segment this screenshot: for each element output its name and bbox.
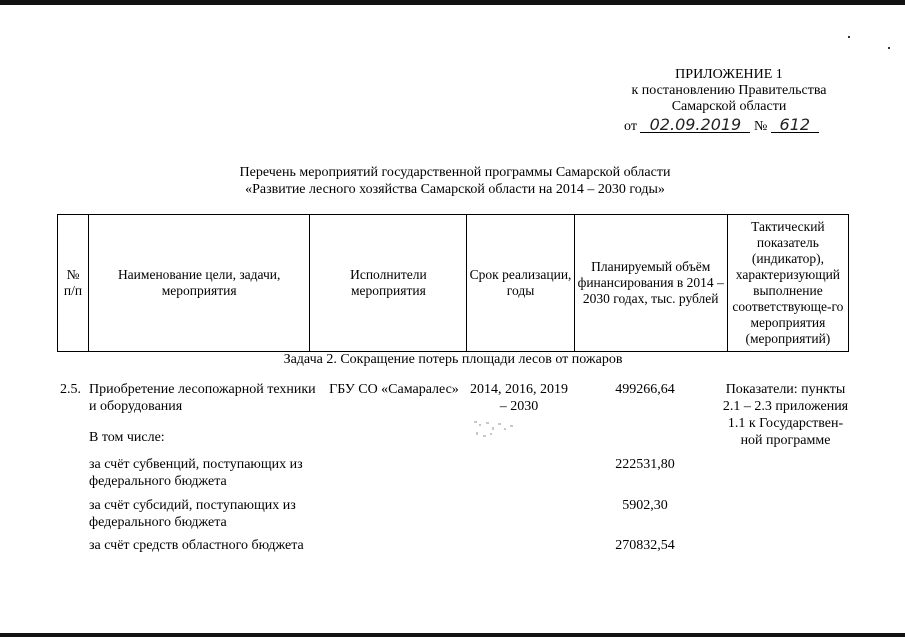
header-num: № п/п — [58, 215, 89, 352]
appendix-date-line — [624, 117, 819, 135]
header-indicator: Тактический показатель (индикатор), характеризующий выполнение соответствующе-го мероприятия (мероприятий) — [727, 215, 848, 352]
document-title — [150, 164, 760, 198]
handwritten-number: 612 — [771, 117, 819, 133]
header-period: Срок реализации, годы — [467, 215, 574, 352]
task-heading: Задача 2. Сокращение потерь площади лесов от пожаров — [283, 352, 623, 367]
subrow-name: за счёт средств областного бюджета — [89, 538, 304, 553]
row-executor: ГБУ СО «Самаралес» — [329, 382, 459, 397]
scan-bottom-border — [0, 633, 905, 637]
appendix-line3: Самарской области — [671, 99, 787, 114]
subrow-name: за счёт субвенций, поступающих из федерального бюджета — [89, 457, 303, 489]
scan-speck — [848, 36, 850, 38]
subrow-amount: 222531,80 — [615, 457, 675, 472]
row-indicator: Показатели: пункты 2.1 – 2.3 приложения 1.1 к Государствен-ной программе — [722, 382, 849, 448]
including-label: В том числе: — [89, 430, 165, 445]
appendix-block — [614, 67, 844, 115]
subrow-amount: 270832,54 — [615, 538, 675, 553]
scan-speck — [888, 47, 890, 49]
title-line2: «Развитие лесного хозяйства Самарской области на 2014 – 2030 годы» — [245, 182, 665, 197]
row-name: Приобретение лесопожарной техники и оборудования — [89, 382, 316, 414]
row-amount: 499266,64 — [615, 382, 675, 397]
title-line1: Перечень мероприятий государственной программы Самарской области — [239, 165, 671, 180]
appendix-title: ПРИЛОЖЕНИЕ 1 — [675, 67, 783, 82]
scan-top-border — [0, 0, 905, 5]
subrow-amount: 5902,30 — [622, 498, 668, 513]
header-amount: Планируемый объём финансирования в 2014 – 2030 годах, тыс. рублей — [574, 215, 727, 352]
subrow-name: за счёт субсидий, поступающих из федерального бюджета — [89, 498, 296, 530]
header-executor: Исполнители мероприятия — [310, 215, 467, 352]
header-name: Наименование цели, задачи, мероприятия — [89, 215, 310, 352]
row-period: 2014, 2016, 2019 – 2030 — [470, 382, 568, 414]
table-header — [57, 214, 849, 352]
date-prefix: от — [624, 119, 637, 134]
handwritten-date: 02.09.2019 — [640, 117, 750, 133]
appendix-line2: к постановлению Правительства — [631, 83, 827, 98]
faint-stamp-mark — [470, 418, 530, 442]
row-number: 2.5. — [60, 382, 81, 397]
number-label: № — [753, 119, 768, 134]
